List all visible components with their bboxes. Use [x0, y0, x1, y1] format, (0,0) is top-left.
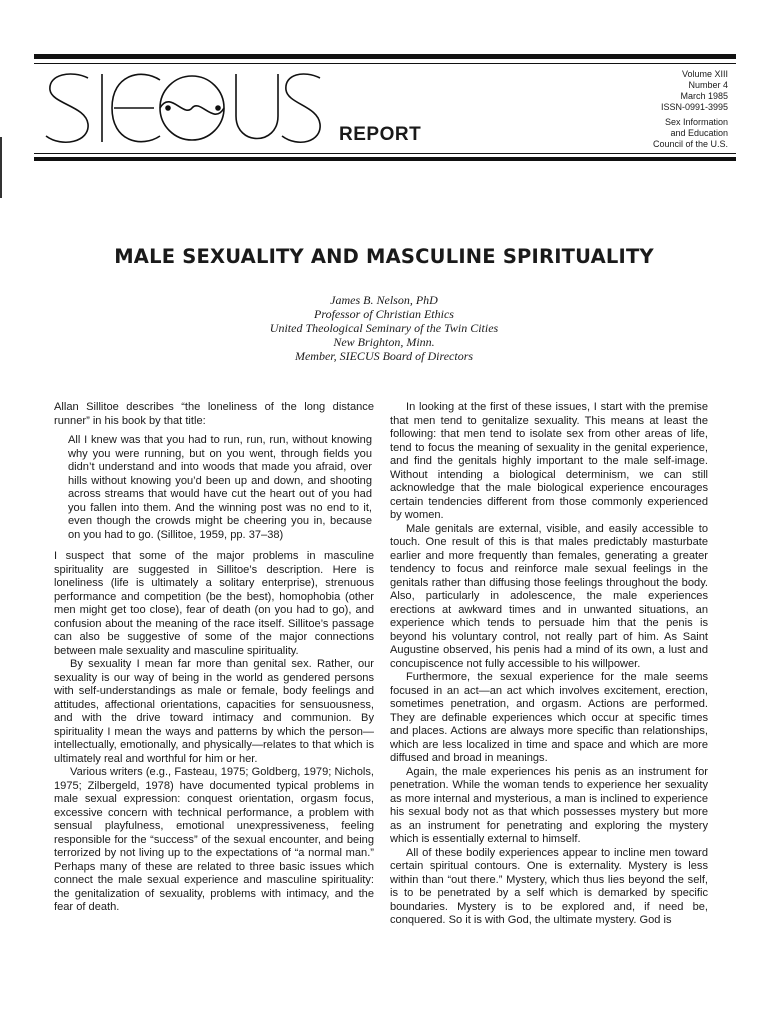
volume-label: Volume XIII	[681, 69, 728, 79]
paragraph: By sexuality I mean far more than genital sex. Rather, our sexuality is our way of being in the world as gendered persons with self-understandings as male or female, body feelings and attitudes, affectional orientations, capacities for sensuousness, and with the drive toward intimacy and communion. By spirituality I mean the ways and patterns by which the person—intellectually, emotionally, and physically—relates to that which is ultimately real and worthful for him or her.	[54, 658, 374, 765]
masthead-inner-rule	[34, 63, 736, 64]
author-membership: Member, SIECUS Board of Directors	[294, 349, 474, 363]
block-quote: All I knew was that you had to run, run, run, without knowing why you were running, but on you went, through fields you didn’t understand and into woods that made you afraid, over hills without knowing you’d been up and down, and shooting across streams that would have cut the heart out of you had you fallen into them. And the winning post was no end to it, even though the crowds might be cheering you in, because on you had to go. (Sillitoe, 1959, pp. 37–38)	[68, 434, 372, 541]
issn-label: ISSN-0991-3995	[660, 102, 728, 112]
masthead-bottom-rule-thin	[34, 153, 736, 154]
paragraph: Furthermore, the sexual experience for the male seems focused in an act—an act which involves excitement, erection, sometimes penetration, and orgasm. Actions are performed. They are definable experiences which occur at specific times and places. Actions are always more specific than relationships, which are less localized in time and space and which are more diffused and broad in meanings.	[390, 671, 708, 764]
siecus-logo	[42, 68, 322, 148]
report-wordmark: REPORT	[339, 124, 422, 145]
page-edge-mark	[0, 137, 2, 198]
paragraph: Various writers (e.g., Fasteau, 1975; Goldberg, 1979; Nichols, 1975; Zilbergeld, 1978) have documented typical problems in male sexual expression: conquest orientation, orgasm focus, excessive concern with technical performance, a problem with sensual playfulness, emotional unexpressiveness, feeling responsible for the “success” of the sexual encounter, and being terrorized by not living up to the expectations of “a normal man.” Perhaps many of these are related to three basic issues which connect the male sexual experience and masculine spirituality: the genitalization of sexuality, problems with intimacy, and the fear of death.	[54, 766, 374, 913]
masthead-top-rule	[34, 54, 736, 59]
issue-info	[568, 69, 728, 150]
paragraph: Again, the male experiences his penis as an instrument for penetration. While the woman tends to experience her sexuality as more internal and mysterious, a man is inclined to experience his sexual body not as that which possesses mystery but more as an instrument for penetrating and exploring the mystery which is essentially external to himself.	[390, 765, 708, 845]
left-column	[54, 401, 374, 915]
org-line-3: Council of the U.S.	[652, 139, 728, 149]
author-position: Professor of Christian Ethics	[314, 307, 454, 321]
paragraph: All of these bodily experiences appear to incline men toward certain spiritual contours. One is externality. Mystery is less within than “out there.” Mystery, which thus lies beyond the self, is to be penetrated by a self which is demarked by specific boundaries. Mystery is to be explored and, if need be, conquered. So it is with God, the ultimate mystery. God is	[390, 846, 708, 926]
number-label: Number 4	[688, 80, 728, 90]
org-line-1: Sex Information	[664, 117, 728, 127]
right-column	[390, 401, 708, 928]
masthead-bottom-rule-thick	[34, 157, 736, 161]
author-location: New Brighton, Minn.	[333, 335, 435, 349]
article-title: MALE SEXUALITY AND MASCULINE SPIRITUALITY	[114, 245, 654, 269]
byline	[0, 293, 768, 363]
author-institution: United Theological Seminary of the Twin Cities	[269, 321, 499, 335]
paragraph: Male genitals are external, visible, and easily accessible to touch. One result of this is that males predictably masturbate earlier and more frequently than females, generating a greater tendency to focus and reinforce male sexual feelings in the genitals rather than diffusing those feelings throughout the body. Also, particularly in adolescence, the male experiences erections at awkward times and in unwanted situations, an experience which tends to persuade him that the penis is beyond his voluntary control, not really part of him. As Saint Augustine observed, his penis had a mind of its own, a lust and concupiscence not fully accessible to his willpower.	[390, 522, 708, 670]
date-label: March 1985	[680, 91, 728, 101]
author-name: James B. Nelson, PhD	[330, 293, 438, 307]
org-line-2: and Education	[670, 128, 728, 138]
paragraph: In looking at the first of these issues, I start with the premise that men tend to genitalize sexuality. This means at least the following: that men tend to isolate sex from other areas of life, tend to focus the meaning of sexuality in the genital experience, and find the genitals highly important to the male self-image. Without intending a biological determinism, we can still acknowledge that the male biological experience encourages certain tendencies different from those commonly experienced by women.	[390, 401, 708, 521]
intro-paragraph: Allan Sillitoe describes “the loneliness of the long distance runner” in his book by that title:	[54, 401, 374, 427]
paragraph: I suspect that some of the major problems in masculine spirituality are suggested in Sillitoe’s description. Here is loneliness (life is ultimately a solitary enterprise), strenuous performance and competition (be the best), homophobia (other men might get too close), fear of death (on you had to go), and confusion about the meaning of the race itself. Sillitoe’s passage can also be suggestive of some of the major connections between male sexuality and masculine spirituality.	[54, 550, 374, 657]
